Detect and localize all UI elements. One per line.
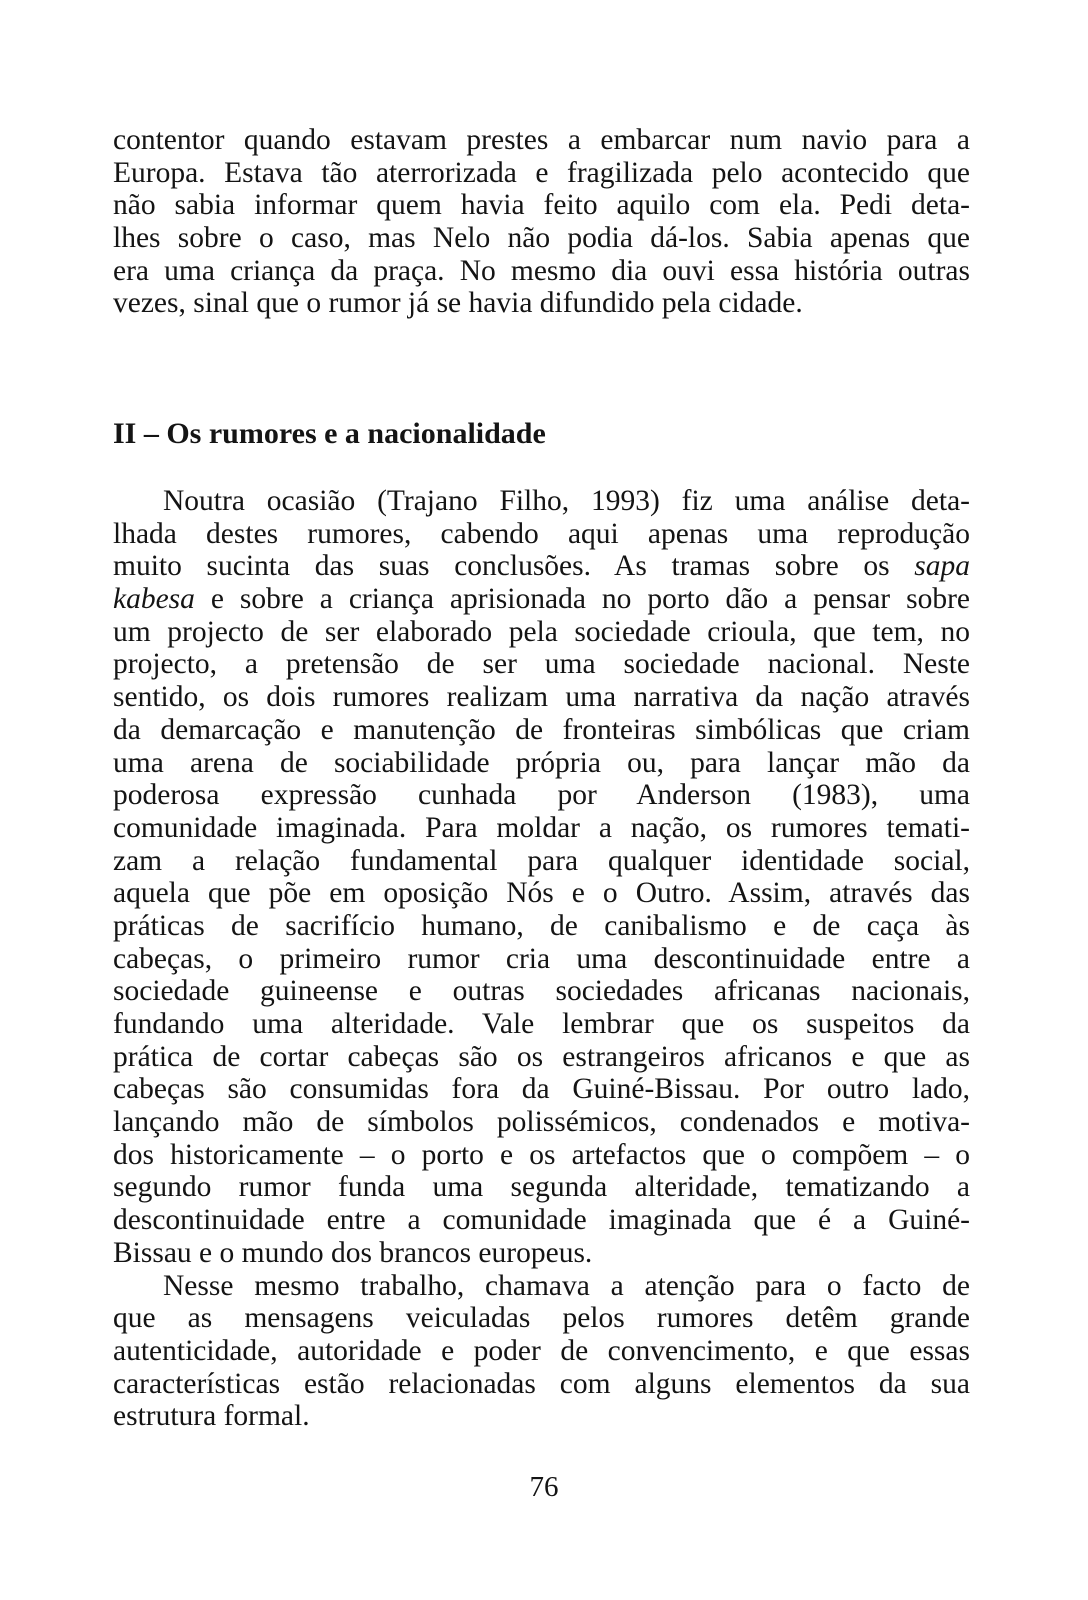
text-line: uma arena de sociabilidade própria ou, para lançar mão da bbox=[113, 746, 970, 779]
page-number: 76 bbox=[529, 1471, 559, 1503]
text-line: dos historicamente – o porto e os artefactos que o compõem – o bbox=[113, 1138, 970, 1171]
text-run: muito sucinta das suas conclusões. As tramas sobre os bbox=[113, 550, 915, 583]
text-line: era uma criança da praça. No mesmo dia ouvi essa história outras bbox=[113, 254, 970, 287]
text-run: e sobre a criança aprisionada no porto dão a pensar sobre bbox=[194, 583, 970, 616]
text-line: características estão relacionadas com alguns elementos da sua bbox=[113, 1367, 970, 1400]
text-line: vezes, sinal que o rumor já se havia difundido pela cidade. bbox=[113, 287, 803, 320]
text-line: da demarcação e manutenção de fronteiras simbólicas que criam bbox=[113, 713, 970, 746]
text-line: um projecto de ser elaborado pela sociedade crioula, que tem, no bbox=[113, 615, 970, 648]
text-line: poderosa expressão cunhada por Anderson (1983), uma bbox=[113, 779, 970, 812]
text-line: contentor quando estavam prestes a embarcar num navio para a bbox=[113, 124, 970, 156]
text-line: cabeças, o primeiro rumor cria uma descontinuidade entre a bbox=[113, 942, 970, 975]
text-line: sentido, os dois rumores realizam uma narrativa da nação através bbox=[113, 681, 970, 714]
text-line: sociedade guineense e outras sociedades africanas nacionais, bbox=[113, 975, 970, 1008]
text-line: autenticidade, autoridade e poder de convencimento, e que essas bbox=[113, 1334, 970, 1367]
text-line: estrutura formal. bbox=[113, 1400, 310, 1433]
section-heading: II – Os rumores e a nacionalidade bbox=[113, 417, 546, 450]
text-line-with-italic bbox=[113, 550, 970, 583]
text-line: segundo rumor funda uma segunda alteridade, tematizando a bbox=[113, 1171, 970, 1204]
paragraph-continuation bbox=[113, 124, 970, 320]
text-line: aquela que põe em oposição Nós e o Outro. Assim, através das bbox=[113, 877, 970, 910]
italic-term: kabesa bbox=[113, 583, 195, 616]
text-line: comunidade imaginada. Para moldar a nação, os rumores temati- bbox=[113, 811, 970, 844]
text-line: práticas de sacrifício humano, de canibalismo e de caça às bbox=[113, 909, 970, 942]
text-line: que as mensagens veiculadas pelos rumores detêm grande bbox=[113, 1302, 970, 1335]
text-line: cabeças são consumidas fora da Guiné-Bissau. Por outro lado, bbox=[113, 1073, 970, 1106]
text-line: Nesse mesmo trabalho, chamava a atenção para o facto de bbox=[163, 1269, 970, 1302]
text-line: fundando uma alteridade. Vale lembrar que os suspeitos da bbox=[113, 1008, 970, 1040]
text-line: Europa. Estava tão aterrorizada e fragilizada pelo acontecido que bbox=[113, 156, 970, 189]
text-line: lançando mão de símbolos polissémicos, condenados e motiva- bbox=[113, 1106, 970, 1139]
text-line: prática de cortar cabeças são os estrangeiros africanos e que as bbox=[113, 1040, 970, 1073]
text-line: zam a relação fundamental para qualquer identidade social, bbox=[113, 844, 970, 877]
italic-term: sapa bbox=[914, 550, 970, 583]
text-line: descontinuidade entre a comunidade imaginada que é a Guiné- bbox=[113, 1204, 970, 1237]
text-line-with-italic bbox=[113, 583, 970, 616]
text-line: projecto, a pretensão de ser uma sociedade nacional. Neste bbox=[113, 648, 970, 681]
paragraph-body bbox=[113, 485, 970, 1433]
text-line: Noutra ocasião (Trajano Filho, 1993) fiz uma análise deta- bbox=[163, 485, 970, 517]
text-line: não sabia informar quem havia feito aquilo com ela. Pedi deta- bbox=[113, 189, 970, 222]
text-line: Bissau e o mundo dos brancos europeus. bbox=[113, 1236, 593, 1269]
text-line: lhada destes rumores, cabendo aqui apenas uma reprodução bbox=[113, 517, 970, 550]
text-line: lhes sobre o caso, mas Nelo não podia dá-los. Sabia apenas que bbox=[113, 222, 970, 255]
